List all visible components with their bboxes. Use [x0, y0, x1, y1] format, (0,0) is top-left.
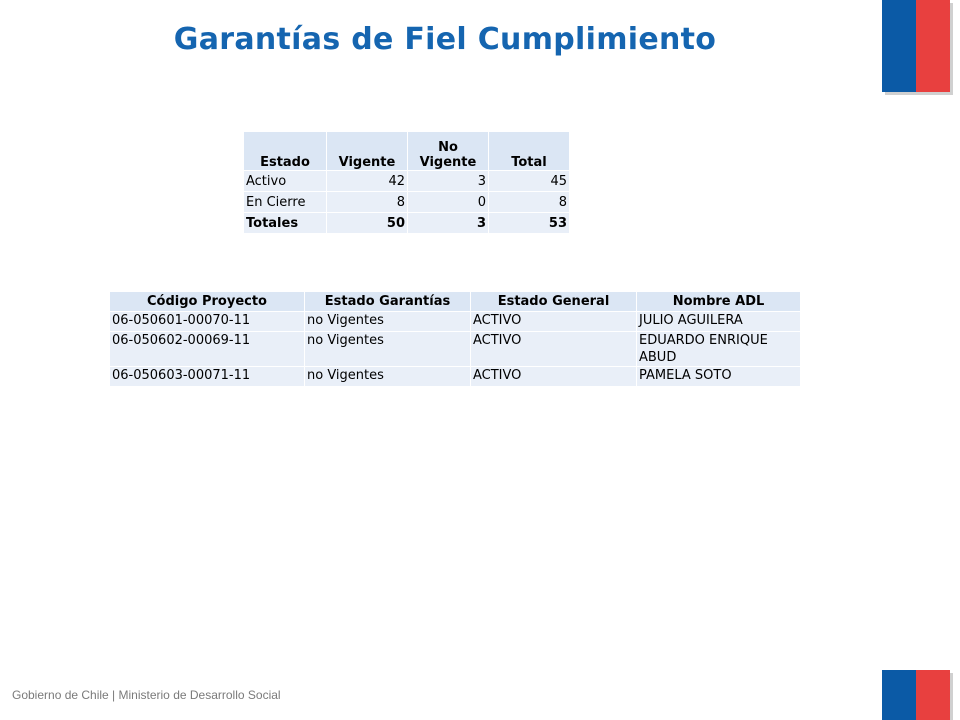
detail-cell-estado-general: ACTIVO — [471, 312, 637, 332]
summary-table — [244, 132, 570, 234]
summary-cell-estado: Activo — [244, 171, 327, 192]
detail-header-codigo: Código Proyecto — [110, 292, 305, 312]
summary-cell-vigente: 8 — [327, 192, 408, 213]
detail-cell-codigo: 06-050603-00071-11 — [110, 367, 305, 387]
summary-cell-estado: En Cierre — [244, 192, 327, 213]
page-title: Garantías de Fiel Cumplimiento — [173, 22, 717, 57]
table-row — [110, 312, 801, 332]
detail-cell-nombre-adl: PAMELA SOTO — [637, 367, 801, 387]
summary-header-vigente: Vigente — [327, 132, 408, 171]
summary-header-no-vigente: No Vigente — [408, 132, 489, 171]
detail-cell-codigo: 06-050601-00070-11 — [110, 312, 305, 332]
detail-cell-estado-general: ACTIVO — [471, 367, 637, 387]
flag-top-icon — [882, 0, 950, 92]
summary-totals-total: 53 — [489, 213, 570, 234]
summary-header-row — [244, 132, 570, 171]
detail-cell-nombre-adl: EDUARDO ENRIQUE ABUD — [637, 332, 801, 367]
detail-cell-estado-general: ACTIVO — [471, 332, 637, 367]
footer-text: Gobierno de Chile | Ministerio de Desarrollo Social — [12, 688, 281, 702]
detail-cell-estado-garantias: no Vigentes — [305, 367, 471, 387]
detail-cell-codigo: 06-050602-00069-11 — [110, 332, 305, 367]
summary-totals-no-vigente: 3 — [408, 213, 489, 234]
summary-cell-total: 45 — [489, 171, 570, 192]
flag-bottom-icon — [882, 670, 950, 720]
detail-header-estado-general: Estado General — [471, 292, 637, 312]
summary-row — [244, 192, 570, 213]
detail-cell-nombre-adl: JULIO AGUILERA — [637, 312, 801, 332]
detail-cell-estado-garantias: no Vigentes — [305, 312, 471, 332]
table-row — [110, 367, 801, 387]
summary-row — [244, 171, 570, 192]
detail-header-nombre-adl: Nombre ADL — [637, 292, 801, 312]
summary-cell-no-vigente: 0 — [408, 192, 489, 213]
table-row — [110, 332, 801, 367]
summary-totals-vigente: 50 — [327, 213, 408, 234]
detail-cell-estado-garantias: no Vigentes — [305, 332, 471, 367]
summary-header-total: Total — [489, 132, 570, 171]
summary-cell-no-vigente: 3 — [408, 171, 489, 192]
detail-header-row — [110, 292, 801, 312]
detail-header-estado-garantias: Estado Garantías — [305, 292, 471, 312]
summary-totals-row — [244, 213, 570, 234]
detail-table — [110, 292, 801, 387]
summary-cell-vigente: 42 — [327, 171, 408, 192]
summary-totals-label: Totales — [244, 213, 327, 234]
summary-cell-total: 8 — [489, 192, 570, 213]
summary-header-estado: Estado — [244, 132, 327, 171]
